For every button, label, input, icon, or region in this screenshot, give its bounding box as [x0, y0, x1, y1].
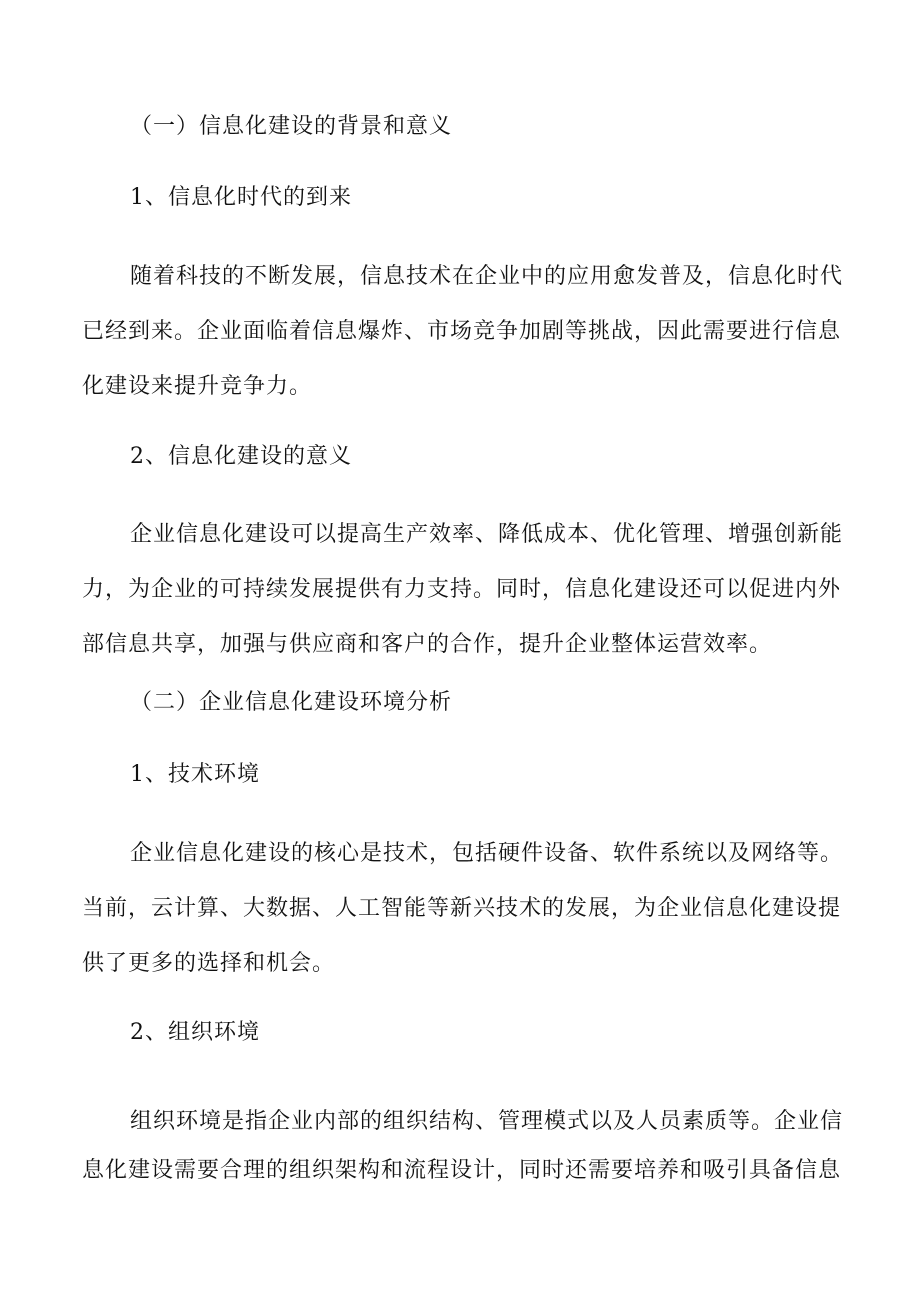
paragraph-line: 化建设来提升竞争力。	[82, 374, 313, 399]
paragraph-line: 企业信息化建设的核心是技术，包括硬件设备、软件系统以及网络等。	[130, 841, 844, 866]
paragraph-line: 部信息共享，加强与供应商和客户的合作，提升企业整体运营效率。	[82, 632, 773, 657]
paragraph-line: 随着科技的不断发展，信息技术在企业中的应用愈发普及，信息化时代	[130, 264, 844, 289]
paragraph-line: 息化建设需要合理的组织架构和流程设计，同时还需要培养和吸引具备信息	[82, 1158, 842, 1183]
paragraph-line: 企业信息化建设可以提高生产效率、降低成本、优化管理、增强创新能	[130, 522, 844, 547]
subsection-heading: 2、组织环境	[130, 1020, 260, 1045]
paragraph-line: 组织环境是指企业内部的组织结构、管理模式以及人员素质等。企业信	[130, 1109, 844, 1134]
subsection-heading: 2、信息化建设的意义	[130, 444, 352, 469]
paragraph-line: 力，为企业的可持续发展提供有力支持。同时，信息化建设还可以促进内外	[82, 577, 842, 602]
section-title: （一）信息化建设的背景和意义	[130, 114, 453, 139]
paragraph-line: 已经到来。企业面临着信息爆炸、市场竞争加剧等挑战，因此需要进行信息	[82, 319, 842, 344]
paragraph-line: 当前，云计算、大数据、人工智能等新兴技术的发展，为企业信息化建设提	[82, 896, 842, 921]
section-title: （二）企业信息化建设环境分析	[130, 690, 453, 715]
subsection-heading: 1、信息化时代的到来	[130, 185, 352, 210]
subsection-heading: 1、技术环境	[130, 762, 260, 787]
paragraph-line: 供了更多的选择和机会。	[82, 951, 336, 976]
